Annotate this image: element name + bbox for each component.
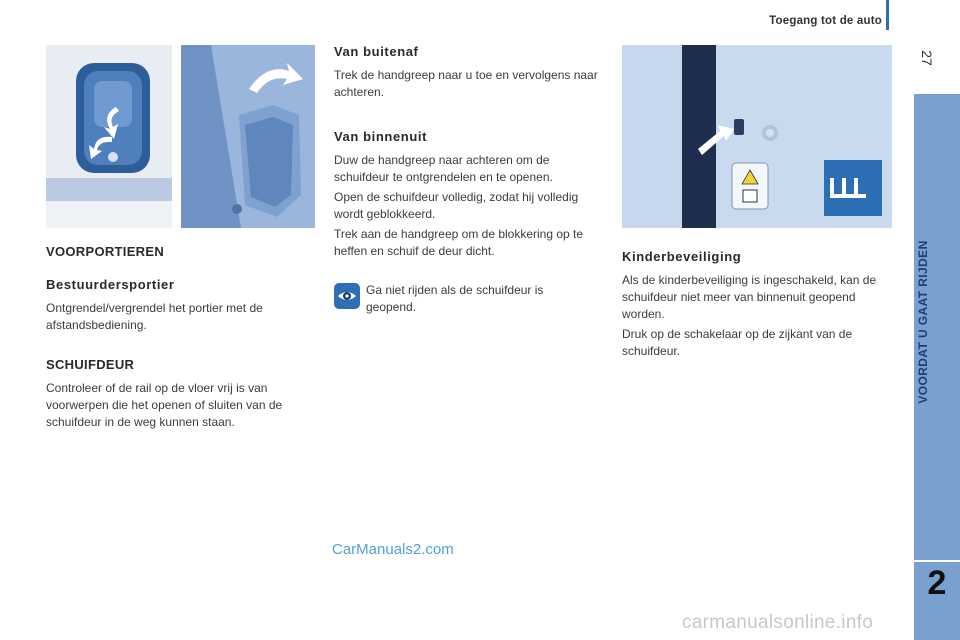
eye-icon [334,283,360,309]
inside-handle-illustration [181,45,315,228]
header-divider [886,0,889,30]
page-number: 27 [919,50,935,66]
child-lock-text-1: Als de kinderbeveiliging is ingeschakeld, kan de schuifdeur niet meer van binnenuit geopend worden. [622,273,877,321]
from-inside-text-1: Duw de handgreep naar achteren om de schuifdeur te ontgrendelen en te openen. [334,153,553,184]
watermark-carmanualsonline: carmanualsonline.info [682,612,874,633]
heading-front-doors: VOORPORTIEREN [46,244,165,259]
heading-child-lock: Kinderbeveiliging [622,249,742,264]
chapter-number: 2 [927,564,947,602]
sliding-door-text: Controleer of de rail op de vloer vrij is van voorwerpen die het openen of sluiten van de schuifdeur in de weg kunnen staan. [46,381,283,429]
from-outside-text: Trek de handgreep naar u toe en vervolgens naar achteren. [334,68,598,99]
heading-from-inside: Van binnenuit [334,129,428,144]
heading-sliding-door: SCHUIFDEUR [46,357,135,372]
from-inside-text-2: Open de schuifdeur volledig, zodat hij volledig wordt geblokkeerd. [334,190,579,221]
heading-driver-door: Bestuurdersportier [46,277,175,292]
outside-handle-illustration [46,45,172,228]
running-header: Toegang tot de auto [769,15,882,27]
chapter-title: VOORDAT U GAAT RIJDEN [916,240,930,404]
child-lock-text-2: Druk op de schakelaar op de zijkant van de schuifdeur. [622,327,853,358]
child-lock-illustration [622,45,892,228]
watermark-carmanuals2: CarManuals2.com [332,541,454,558]
warning-note-text: Ga niet rijden als de schuifdeur is geopend. [366,283,544,314]
driver-door-text: Ontgrendel/vergrendel het portier met de afstandsbediening. [46,301,263,332]
from-inside-text-3: Trek aan de handgreep om de blokkering op te heffen en schuif de deur dicht. [334,227,584,258]
heading-from-outside: Van buitenaf [334,44,419,59]
